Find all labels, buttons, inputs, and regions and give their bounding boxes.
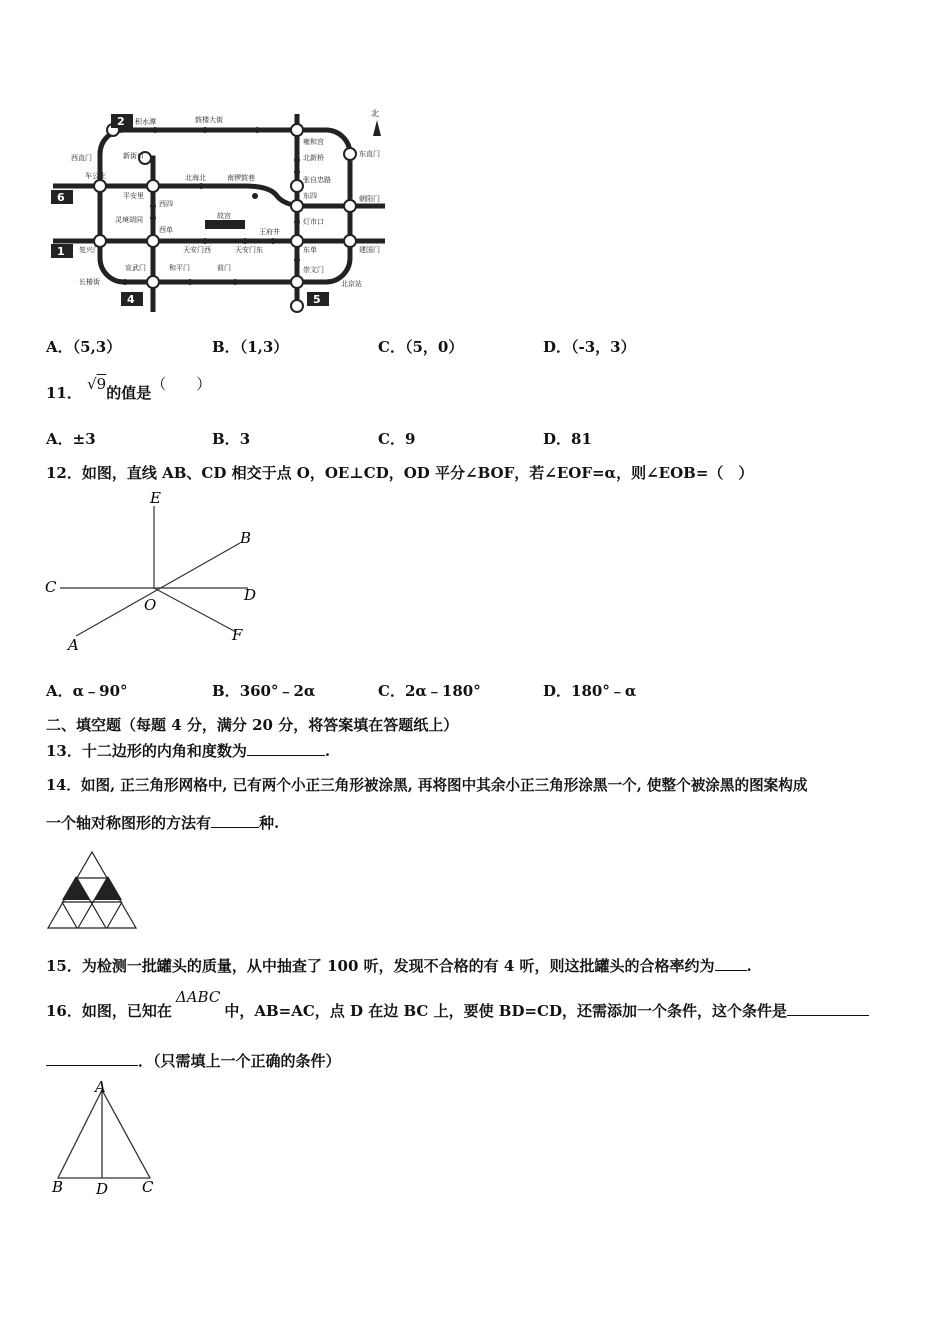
svg-text:1: 1 <box>57 245 65 258</box>
svg-text:F: F <box>232 626 243 644</box>
svg-text:灯市口: 灯市口 <box>303 218 324 226</box>
svg-text:西直门: 西直门 <box>71 154 92 162</box>
q16-triangle-figure <box>46 1080 166 1198</box>
svg-text:崇文门: 崇文门 <box>303 266 324 274</box>
svg-text:东四: 东四 <box>303 192 317 200</box>
q12-option-a[interactable]: A．α﹣90° <box>46 682 128 700</box>
svg-text:北京站: 北京站 <box>341 280 362 288</box>
svg-text:天安门东: 天安门东 <box>235 246 263 254</box>
svg-text:2: 2 <box>117 115 125 128</box>
q12-stem: 12．如图，直线 AB、CD 相交于点 O，OE⊥CD，OD 平分∠BOF，若∠EOF=α，则∠EOB=（ ） <box>46 464 754 482</box>
svg-text:故宫: 故宫 <box>217 212 231 220</box>
section-heading: 二、填空题（每题 4 分，满分 20 分，将答案填在答题纸上） <box>46 716 459 734</box>
svg-text:6: 6 <box>57 191 65 204</box>
svg-text:A: A <box>68 636 79 654</box>
svg-text:鼓楼大街: 鼓楼大街 <box>195 116 223 124</box>
svg-text:和平门: 和平门 <box>169 264 190 272</box>
svg-text:北海北: 北海北 <box>185 174 206 182</box>
q15-answer-blank[interactable] <box>715 956 747 971</box>
q13-stem: 13．十二边形的内角和度数为 . <box>46 742 331 760</box>
svg-text:C: C <box>142 1178 154 1196</box>
q13-answer-blank[interactable] <box>247 741 325 756</box>
q11-option-a[interactable]: A．±3 <box>46 430 96 448</box>
svg-text:南锣鼓巷: 南锣鼓巷 <box>227 174 255 182</box>
svg-text:B: B <box>52 1178 64 1196</box>
q12-option-d[interactable]: D．180°﹣α <box>543 682 637 700</box>
svg-text:积水潭: 积水潭 <box>135 118 156 126</box>
q14-stem-line1: 14．如图, 正三角形网格中, 已有两个小正三角形被涂黑, 再将图中其余小正三角形涂黑一个, 使整个被涂黑的图案构成 <box>46 777 808 794</box>
svg-text:西单: 西单 <box>159 226 173 234</box>
palace-block <box>205 220 245 229</box>
subway-map <box>45 100 400 318</box>
q10-option-c[interactable]: C．（5，0） <box>378 338 464 356</box>
q16-stem-line2: ．（只需填上一个正确的条件） <box>46 1050 341 1071</box>
q15-stem: 15．为检测一批罐头的质量，从中抽查了 100 听，发现不合格的有 4 听，则这批罐头的合格率约为 . <box>46 957 752 975</box>
svg-text:灵境胡同: 灵境胡同 <box>115 216 143 224</box>
svg-text:朝阳门: 朝阳门 <box>359 195 380 203</box>
svg-text:长椿街: 长椿街 <box>79 278 100 286</box>
svg-text:王府井: 王府井 <box>259 228 280 236</box>
svg-text:北: 北 <box>371 109 379 118</box>
svg-text:平安里: 平安里 <box>123 192 144 200</box>
svg-text:复兴门: 复兴门 <box>79 246 100 254</box>
svg-text:O: O <box>144 596 157 614</box>
q11-option-b[interactable]: B．3 <box>212 430 251 448</box>
svg-text:D: D <box>244 586 257 604</box>
svg-text:新街口: 新街口 <box>123 152 144 160</box>
svg-text:北新桥: 北新桥 <box>303 154 324 162</box>
svg-text:D: D <box>96 1180 109 1198</box>
svg-text:西四: 西四 <box>159 200 173 208</box>
svg-text:宣武门: 宣武门 <box>125 264 146 272</box>
svg-text:建国门: 建国门 <box>359 246 380 254</box>
q14-triangle-grid <box>46 850 138 930</box>
q14-stem-line2: 一个轴对称图形的方法有 种. <box>46 814 280 832</box>
q12-option-b[interactable]: B．360°﹣2α <box>212 682 316 700</box>
svg-text:天安门西: 天安门西 <box>183 246 211 254</box>
q11-stem: 11． √9的值是（ ） <box>46 375 212 402</box>
svg-text:车公庄: 车公庄 <box>85 172 106 180</box>
svg-text:雍和宫: 雍和宫 <box>303 138 324 146</box>
svg-text:东单: 东单 <box>303 246 317 254</box>
q16-answer-blank-2[interactable] <box>46 1051 138 1066</box>
q11-option-d[interactable]: D．81 <box>543 430 592 448</box>
svg-text:C: C <box>45 578 57 596</box>
q10-option-a[interactable]: A．（5,3） <box>46 338 122 356</box>
q10-option-d[interactable]: D．（-3，3） <box>543 338 636 356</box>
svg-text:前门: 前门 <box>217 264 231 272</box>
q12-angle-figure <box>40 488 270 658</box>
q12-option-c[interactable]: C．2α﹣180° <box>378 682 481 700</box>
q14-answer-blank[interactable] <box>211 813 259 828</box>
q10-option-b[interactable]: B．（1,3） <box>212 338 289 356</box>
q16-answer-blank[interactable] <box>787 1001 869 1016</box>
svg-text:E: E <box>150 489 161 507</box>
svg-text:张自忠路: 张自忠路 <box>303 176 331 184</box>
svg-text:5: 5 <box>313 293 321 306</box>
q16-stem: 16．如图，已知在ΔABC中，AB=AC，点 D 在边 BC 上，要使 BD=CD，还需添加一个条件，这个条件是 <box>46 1000 869 1021</box>
svg-text:东直门: 东直门 <box>359 150 380 158</box>
svg-text:A: A <box>95 1080 106 1096</box>
svg-text:B: B <box>240 529 252 547</box>
sqrt-expression: √9 <box>87 375 107 393</box>
svg-text:4: 4 <box>127 293 135 306</box>
q11-option-c[interactable]: C．9 <box>378 430 416 448</box>
